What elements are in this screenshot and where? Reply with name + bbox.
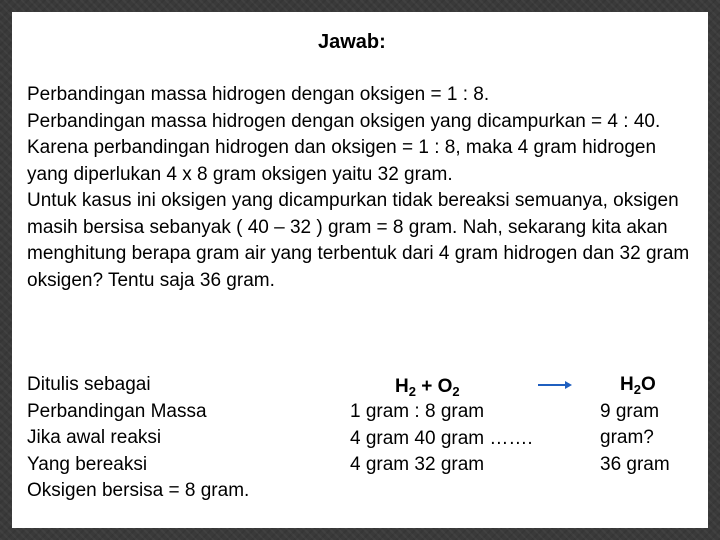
row-label: Oksigen bersisa = 8 gram. [27,480,250,501]
paragraph-line: Perbandingan massa hidrogen dengan oksigen yang dicampurkan = 4 : 40. [27,110,661,132]
product-value: gram? [600,427,654,448]
oxygen-symbol: O [437,376,453,397]
oxygen-subscript: 2 [452,384,460,399]
page-title: Jawab: [318,31,386,53]
reaction-arrow-icon [538,380,572,390]
row-labels [27,372,249,505]
product-tail: O [640,374,656,395]
product-column [600,372,670,478]
reactant-value: 4 gram 40 gram ……. [350,427,533,449]
product-symbol: H [620,374,634,395]
reactant-value: 1 gram : 8 gram [350,401,485,422]
reactant-values [350,399,533,479]
product-formula [600,372,670,399]
reactant-equation [395,374,460,401]
product-value: 36 gram [600,453,670,475]
paragraph-line: Untuk kasus ini oksigen yang dicampurkan tidak bereaksi semuanya, oksigen masih bersisa sebanyak ( 40 – 32 ) gram = 8 gram. Nah, sekarang kita akan menghitung berapa gram air yang terbentuk dari 4 gram hidrogen dan 32 gram oksigen? Tentu saja 36 gram. [27,190,690,291]
explanation-paragraph [27,82,697,294]
row-label: Ditulis sebagai [27,374,151,395]
plus-sign: + [415,376,438,397]
row-label: Perbandingan Massa [27,400,207,422]
product-subscript: 2 [633,382,641,397]
reactant-value: 4 gram 32 gram [350,454,485,475]
hydrogen-subscript: 2 [408,384,416,399]
paragraph-line: Perbandingan massa hidrogen dengan oksigen = 1 : 8. [27,84,490,105]
slide [12,12,708,528]
hydrogen-symbol: H [395,376,409,397]
product-value: 9 gram [600,400,660,422]
row-label: Yang bereaksi [27,453,148,475]
row-label: Jika awal reaksi [27,427,162,448]
paragraph-line: Karena perbandingan hidrogen dan oksigen = 1 : 8, maka 4 gram hidrogen yang diperlukan 4 x 8 gram oksigen yaitu 32 gram. [27,137,657,185]
